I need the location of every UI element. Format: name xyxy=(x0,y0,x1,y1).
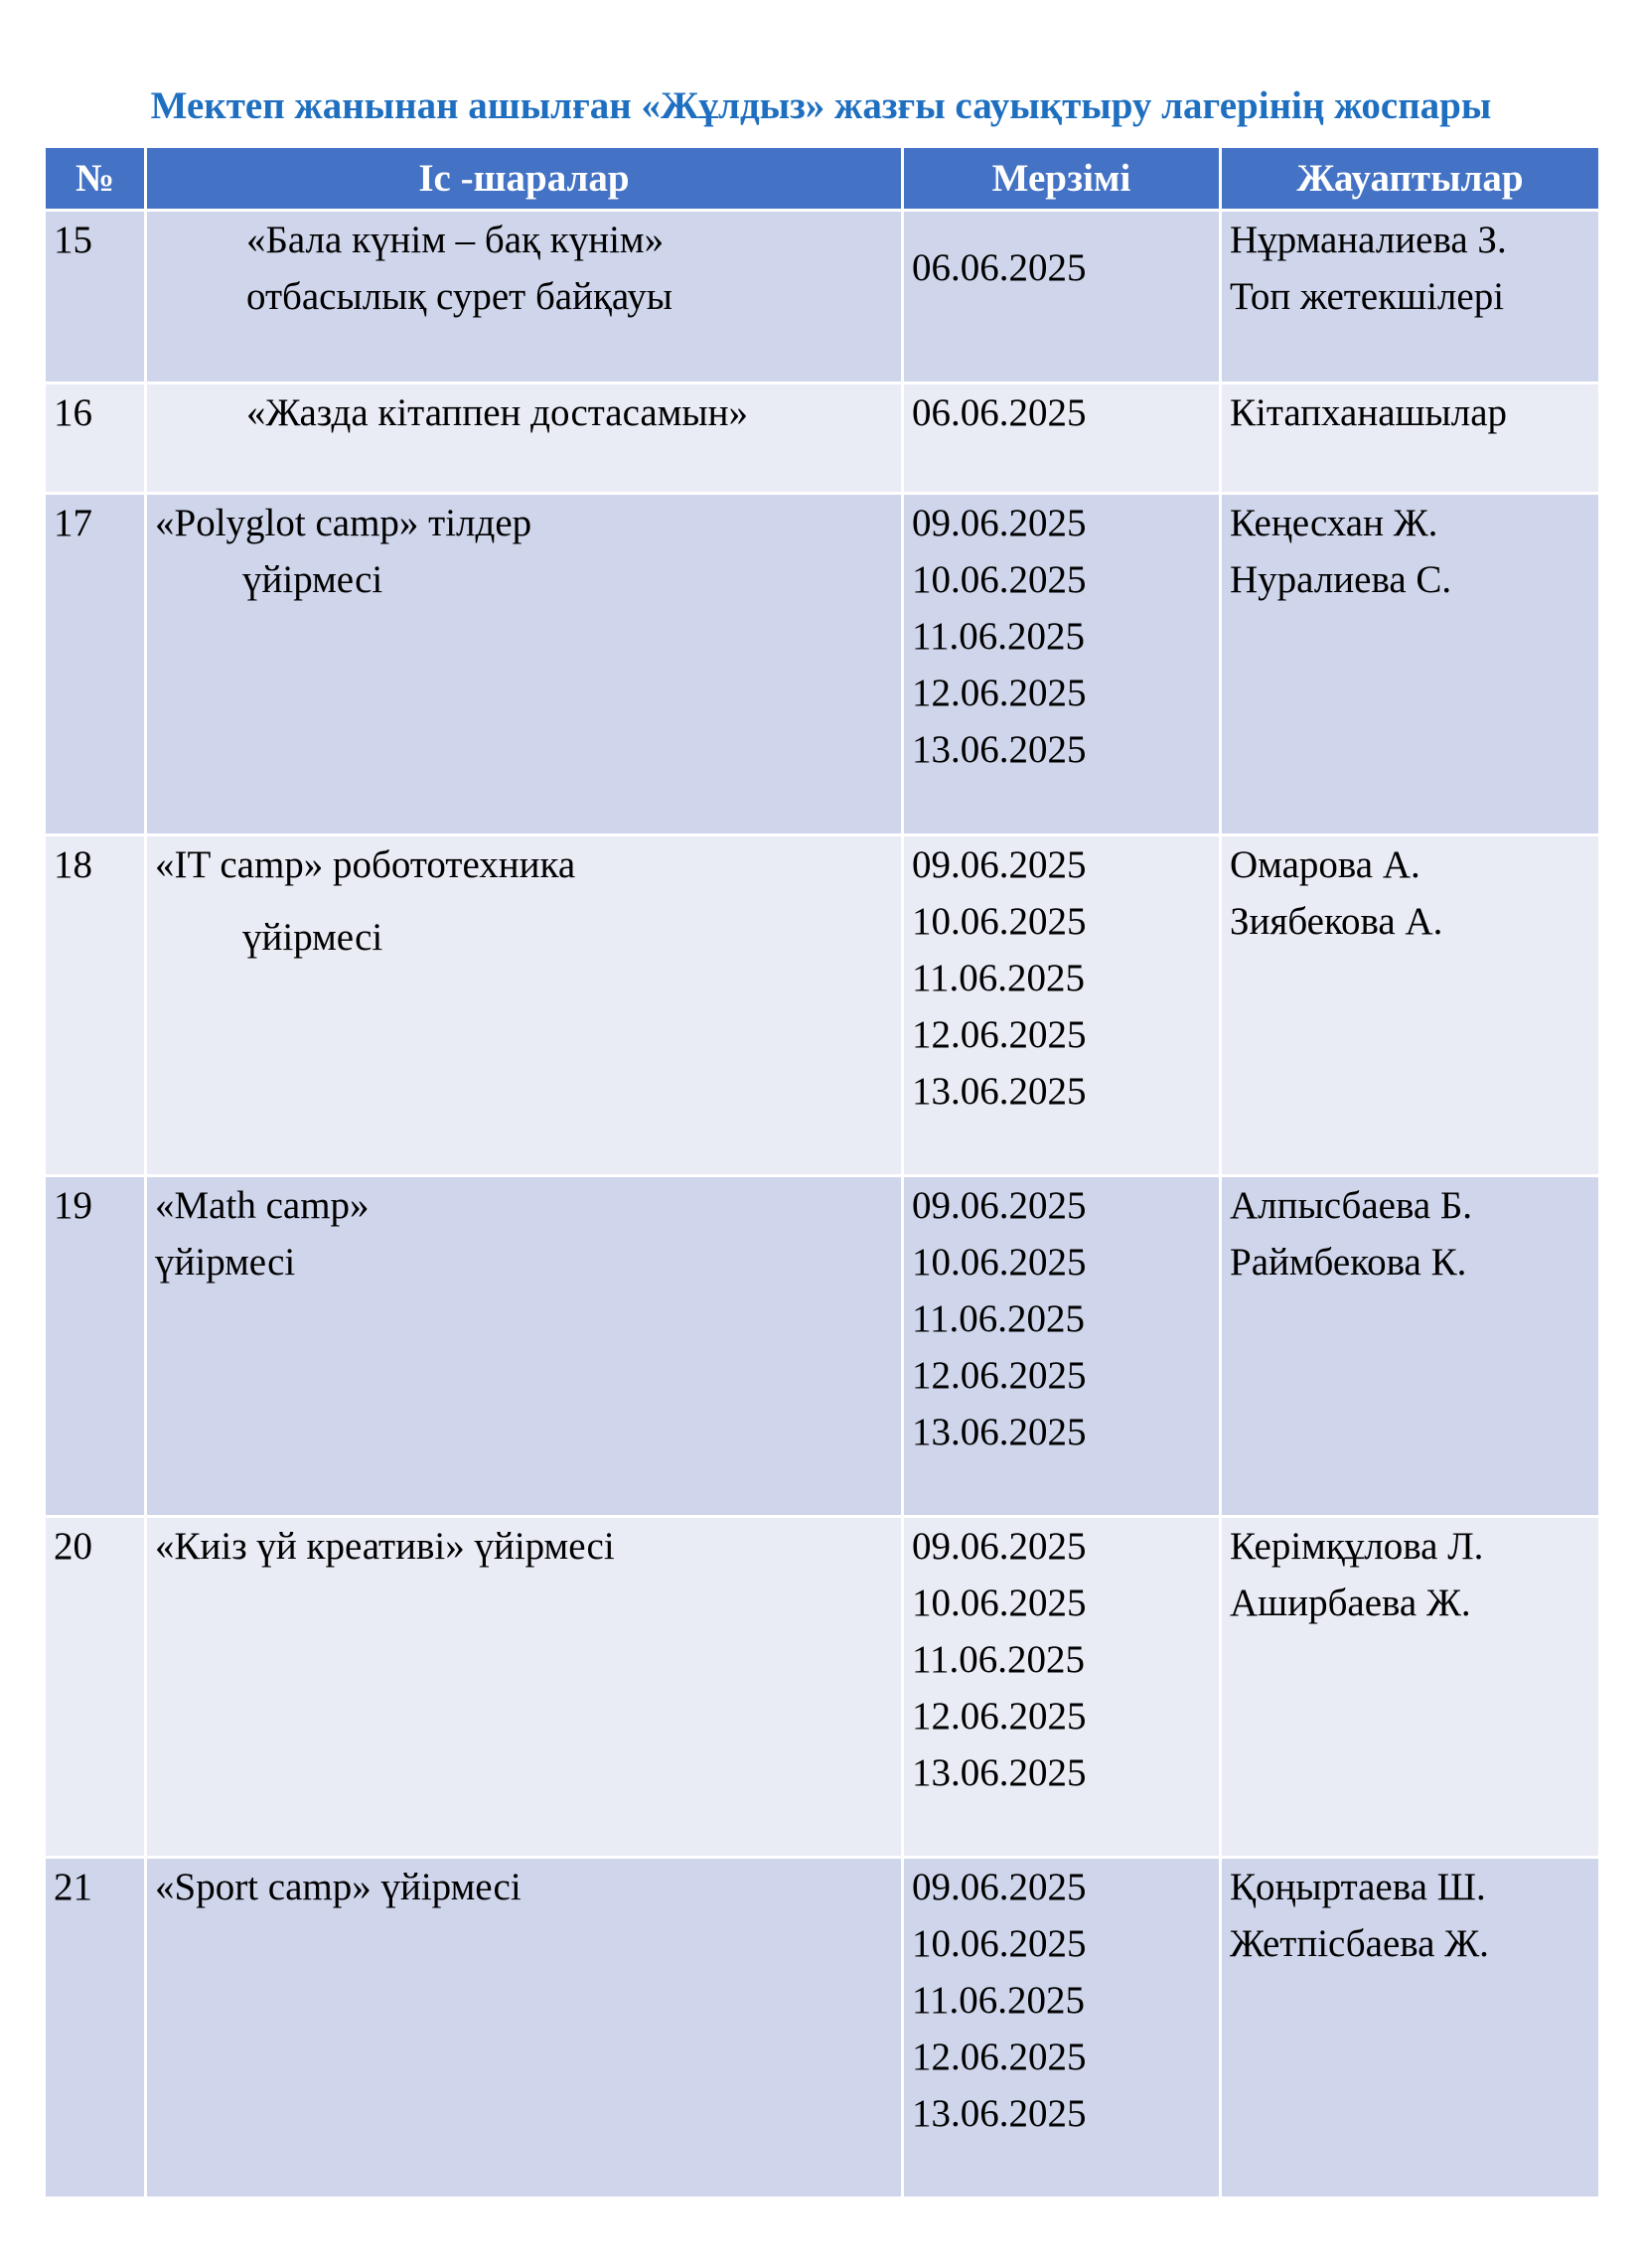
responsible-line: Раймбекова К. xyxy=(1230,1241,1467,1284)
date-line: 06.06.2025 xyxy=(912,391,1087,434)
event-cell xyxy=(146,494,903,835)
date-line: 13.06.2025 xyxy=(912,1751,1087,1794)
table-row xyxy=(45,383,1600,494)
date-line: 12.06.2025 xyxy=(912,1695,1087,1738)
date-line: 11.06.2025 xyxy=(912,1979,1086,2022)
date-line: 12.06.2025 xyxy=(912,1013,1087,1056)
date-line: 09.06.2025 xyxy=(912,1525,1087,1568)
date-cell xyxy=(903,494,1221,835)
plan-table xyxy=(43,145,1601,2199)
responsible-cell xyxy=(1221,383,1600,494)
responsible-line: Кеңесхан Ж. xyxy=(1230,502,1438,544)
table-header-row xyxy=(45,147,1600,211)
date-line: 11.06.2025 xyxy=(912,957,1086,999)
date-cell xyxy=(903,1858,1221,2198)
table-row xyxy=(45,494,1600,835)
date-line: 10.06.2025 xyxy=(912,558,1087,601)
date-line: 13.06.2025 xyxy=(912,728,1087,771)
date-line: 11.06.2025 xyxy=(912,1638,1086,1681)
responsible-cell xyxy=(1221,1176,1600,1517)
responsible-line: Омарова А. xyxy=(1230,843,1420,886)
event-line: «Жазда кітаппен достасамын» xyxy=(246,391,748,434)
event-cell xyxy=(146,1176,903,1517)
date-line: 09.06.2025 xyxy=(912,1866,1087,1908)
event-line: «Sport camp» үйірмесі xyxy=(155,1866,522,1908)
responsible-line: Аширбаева Ж. xyxy=(1230,1582,1471,1624)
header-events: Іс -шаралар xyxy=(146,147,903,211)
event-line: «IT camp» робототехника xyxy=(155,843,576,886)
responsible-line: Нұрманалиева З. xyxy=(1230,219,1507,261)
date-line: 10.06.2025 xyxy=(912,900,1087,943)
date-line: 09.06.2025 xyxy=(912,1184,1087,1227)
date-line: 12.06.2025 xyxy=(912,2036,1087,2078)
date-line: 13.06.2025 xyxy=(912,1070,1087,1113)
event-cell xyxy=(146,383,903,494)
table-row xyxy=(45,1517,1600,1858)
table-row xyxy=(45,1858,1600,2198)
responsible-cell xyxy=(1221,835,1600,1176)
event-line: отбасылық сурет байқауы xyxy=(246,275,672,318)
responsible-line: Кітапханашылар xyxy=(1230,391,1508,434)
event-cell xyxy=(146,1858,903,2198)
header-number: № xyxy=(45,147,146,211)
date-cell xyxy=(903,835,1221,1176)
date-line: 10.06.2025 xyxy=(912,1241,1087,1284)
date-line: 06.06.2025 xyxy=(912,246,1087,289)
table-row xyxy=(45,1176,1600,1517)
event-cell xyxy=(146,1517,903,1858)
date-line: 09.06.2025 xyxy=(912,843,1087,886)
event-line: «Бала күнім – бақ күнім» xyxy=(246,219,665,261)
date-line: 10.06.2025 xyxy=(912,1922,1087,1965)
date-line: 11.06.2025 xyxy=(912,615,1086,658)
header-date: Мерзімі xyxy=(903,147,1221,211)
table-row xyxy=(45,835,1600,1176)
row-number: 16 xyxy=(45,383,146,494)
page-title: Мектеп жанынан ашылған «Жұлдыз» жазғы сауықтыру лагерінің жоспары xyxy=(150,84,1492,127)
event-line: үйірмесі xyxy=(242,558,383,601)
table-row xyxy=(45,211,1600,383)
date-line: 12.06.2025 xyxy=(912,672,1087,714)
date-cell xyxy=(903,1517,1221,1858)
date-line: 09.06.2025 xyxy=(912,502,1087,544)
event-line: үйірмесі xyxy=(155,1241,296,1284)
event-cell xyxy=(146,835,903,1176)
responsible-line: Керімқұлова Л. xyxy=(1230,1525,1484,1568)
responsible-cell xyxy=(1221,1858,1600,2198)
responsible-line: Зиябекова А. xyxy=(1230,900,1443,943)
header-responsible: Жауаптылар xyxy=(1221,147,1600,211)
row-number: 18 xyxy=(45,835,146,1176)
date-cell xyxy=(903,211,1221,383)
event-line: үйірмесі xyxy=(242,916,383,959)
event-line: «Киіз үй креативі» үйірмесі xyxy=(155,1525,615,1568)
responsible-cell xyxy=(1221,211,1600,383)
date-line: 13.06.2025 xyxy=(912,2092,1087,2135)
date-line: 13.06.2025 xyxy=(912,1411,1087,1453)
event-line: «Math camp» xyxy=(155,1184,370,1227)
row-number: 17 xyxy=(45,494,146,835)
row-number: 20 xyxy=(45,1517,146,1858)
responsible-line: Нуралиева С. xyxy=(1230,558,1452,601)
date-cell xyxy=(903,383,1221,494)
row-number: 15 xyxy=(45,211,146,383)
responsible-line: Алпысбаева Б. xyxy=(1230,1184,1473,1227)
responsible-cell xyxy=(1221,494,1600,835)
responsible-line: Қоңыртаева Ш. xyxy=(1230,1866,1486,1908)
responsible-line: Топ жетекшілері xyxy=(1230,275,1505,318)
date-line: 11.06.2025 xyxy=(912,1297,1086,1340)
row-number: 21 xyxy=(45,1858,146,2198)
event-cell xyxy=(146,211,903,383)
event-line: «Polyglot camp» тілдер xyxy=(155,502,532,544)
date-line: 10.06.2025 xyxy=(912,1582,1087,1624)
responsible-line: Жетпісбаева Ж. xyxy=(1230,1922,1489,1965)
date-line: 12.06.2025 xyxy=(912,1354,1087,1397)
date-cell xyxy=(903,1176,1221,1517)
responsible-cell xyxy=(1221,1517,1600,1858)
row-number: 19 xyxy=(45,1176,146,1517)
